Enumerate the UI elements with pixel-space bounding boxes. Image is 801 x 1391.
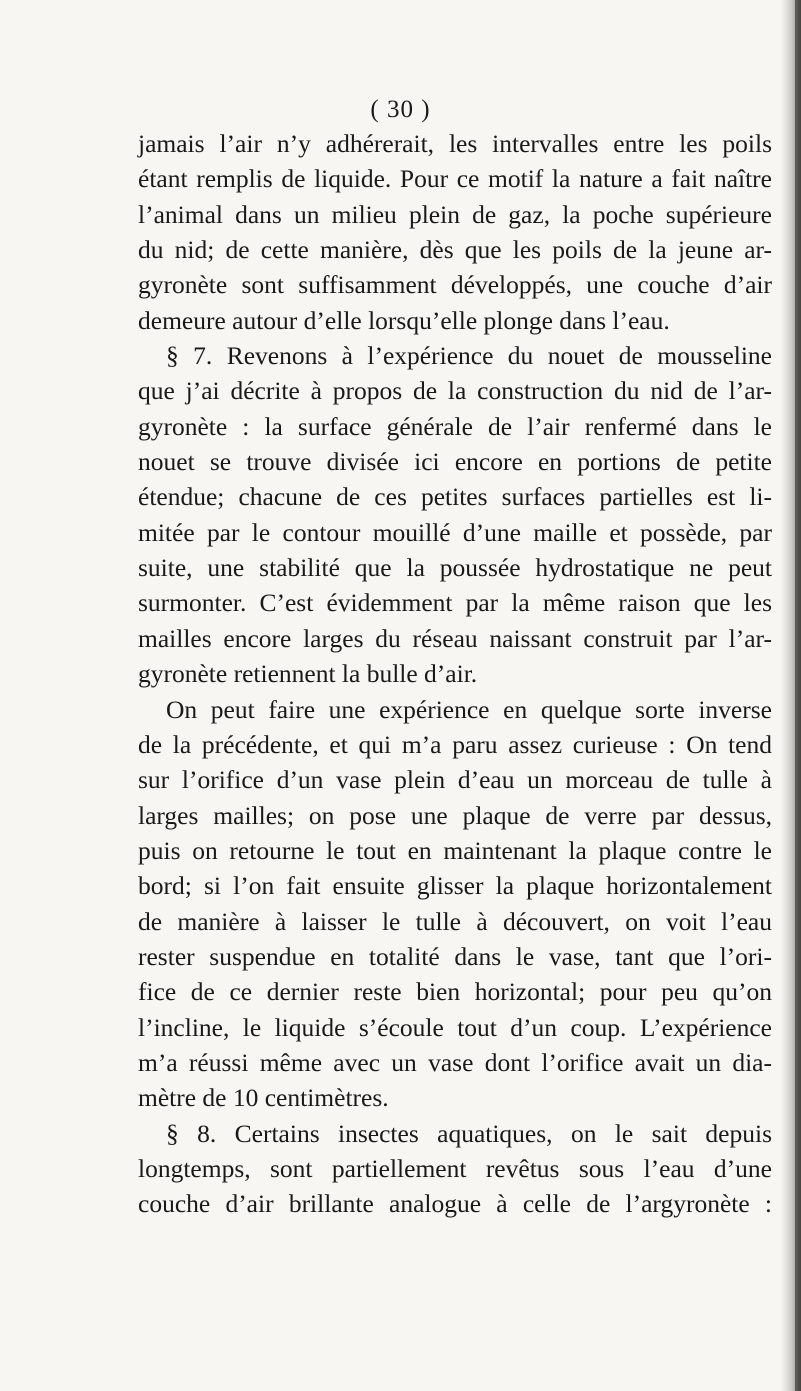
text-line: étant remplis de liquide. Pour ce motif la nature a fait naître xyxy=(138,164,772,194)
page-number: ( 30 ) xyxy=(370,96,431,123)
text-line: mitée par le contour mouillé d’une maille et possède, par xyxy=(138,517,772,547)
text-line: mètre de 10 centimètres. xyxy=(138,1083,389,1113)
text-line: de manière à laisser le tulle à découvert, on voit l’eau xyxy=(138,906,772,936)
paragraph-start-line: On peut faire une expérience en quelque sorte inverse xyxy=(166,694,772,724)
text-line: m’a réussi même avec un vase dont l’orifice avait un dia- xyxy=(138,1047,772,1077)
text-line: gyronète sont suffisamment développés, une couche d’air xyxy=(138,270,772,300)
text-line: couche d’air brillante analogue à celle de l’argyronète : xyxy=(138,1189,772,1219)
text-line: larges mailles; on pose une plaque de verre par dessus, xyxy=(138,800,772,830)
text-line: l’animal dans un milieu plein de gaz, la poche supérieure xyxy=(138,199,772,229)
text-line: nouet se trouve divisée ici encore en portions de petite xyxy=(138,447,772,477)
text-line: que j’ai décrite à propos de la construction du nid de l’ar- xyxy=(138,376,772,406)
page-edge-dark xyxy=(795,0,801,1391)
text-line: rester suspendue en totalité dans le vase, tant que l’ori- xyxy=(138,941,772,971)
text-line: demeure autour d’elle lorsqu’elle plonge dans l’eau. xyxy=(138,305,670,335)
text-line: gyronète retiennent la bulle d’air. xyxy=(138,659,478,689)
text-line: sur l’orifice d’un vase plein d’eau un morceau de tulle à xyxy=(138,765,772,795)
text-line: longtemps, sont partiellement revêtus sous l’eau d’une xyxy=(138,1153,772,1183)
text-line: suite, une stabilité que la poussée hydrostatique ne peut xyxy=(138,553,772,583)
text-line: de la précédente, et qui m’a paru assez curieuse : On tend xyxy=(138,729,772,759)
text-line: étendue; chacune de ces petites surfaces partielles est li- xyxy=(138,482,772,512)
paragraph-start-line: § 8. Certains insectes aquatiques, on le sait depuis xyxy=(166,1118,772,1148)
text-line: bord; si l’on fait ensuite glisser la plaque horizontalement xyxy=(138,871,772,901)
text-line: puis on retourne le tout en maintenant la plaque contre le xyxy=(138,835,772,865)
text-line: du nid; de cette manière, dès que les poils de la jeune ar- xyxy=(138,235,772,265)
text-line: surmonter. C’est évidemment par la même raison que les xyxy=(138,588,772,618)
paragraph-start-line: § 7. Revenons à l’expérience du nouet de mousseline xyxy=(166,341,772,371)
text-line: l’incline, le liquide s’écoule tout d’un coup. L’expérience xyxy=(138,1012,772,1042)
text-line: mailles encore larges du réseau naissant construit par l’ar- xyxy=(138,623,772,653)
text-line: fice de ce dernier reste bien horizontal; pour peu qu’on xyxy=(138,977,772,1007)
body-text xyxy=(138,126,772,1222)
text-line: gyronète : la surface générale de l’air renfermé dans le xyxy=(138,411,772,441)
text-line: jamais l’air n’y adhérerait, les intervalles entre les poils xyxy=(138,129,772,158)
